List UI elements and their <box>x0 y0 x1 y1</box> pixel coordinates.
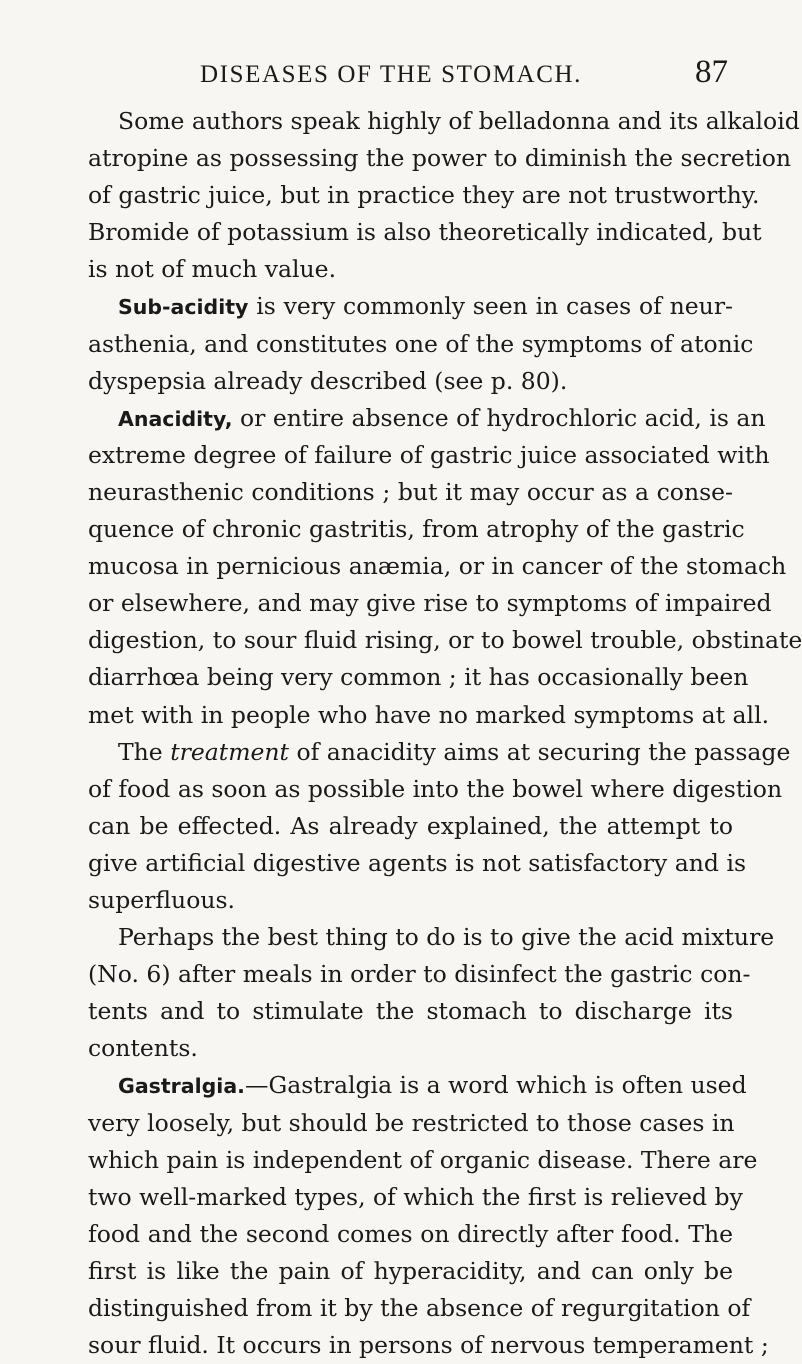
line-text: distinguished from it by the absence of regurgitation of <box>88 1294 751 1322</box>
line-text: of gastric juice, but in practice they are not trustworthy. <box>88 181 760 210</box>
line-text: (No. 6) after meals in order to disinfect the gastric con- <box>88 960 751 989</box>
text-line <box>88 548 787 585</box>
text-line <box>88 288 733 325</box>
text-line <box>88 845 747 882</box>
line-text: asthenia, and constitutes one of the symptoms of atonic <box>88 329 754 358</box>
text-line <box>88 177 760 214</box>
line-text: superfluous. <box>88 885 236 914</box>
text-line <box>88 622 802 659</box>
text-line <box>88 326 754 363</box>
line-text: is very commonly seen in cases of neur- <box>248 292 733 321</box>
text-line <box>88 1327 769 1364</box>
text-line <box>88 1142 758 1179</box>
line-text: atropine as possessing the power to diminish the secretion <box>88 144 792 173</box>
text-line <box>88 437 770 474</box>
text-line <box>88 363 733 400</box>
running-head <box>0 54 800 92</box>
run-in-heading: Anacidity, <box>118 406 233 431</box>
line-text: mucosa in pernicious anæmia, or in cancer of the stomach <box>88 552 787 581</box>
line-text: dyspepsia already described (see p. 80). <box>88 366 568 395</box>
line-text: Bromide of potassium is also theoretically indicated, but <box>88 218 762 247</box>
run-in-heading: Sub-acidity <box>118 295 249 320</box>
line-text: first is like the pain of hyperacidity, and can only be <box>88 1256 733 1285</box>
text-line <box>88 511 745 548</box>
text-line <box>88 1179 743 1216</box>
text-line <box>88 474 733 511</box>
line-text: or elsewhere, and may give rise to symptoms of impaired <box>88 589 772 618</box>
line-text: give artificial digestive agents is not satisfactory and is <box>88 848 747 877</box>
text-line <box>88 956 751 993</box>
line-text: Some authors speak highly of belladonna and its alkaloid <box>118 107 800 135</box>
line-text: —Gastralgia is a word which is often used <box>244 1071 747 1100</box>
line-text: food and the second comes on directly after food. The <box>88 1219 733 1248</box>
text-line <box>88 659 749 696</box>
line-text: or entire absence of hydrochloric acid, is an <box>232 403 766 432</box>
text-line <box>88 734 791 771</box>
text-line <box>88 585 772 622</box>
line-text: diarrhœa being very common ; it has occasionally been <box>88 663 749 692</box>
text-line <box>88 1290 751 1327</box>
text-line <box>88 1067 747 1104</box>
text-line <box>88 993 733 1030</box>
text-line <box>88 771 783 808</box>
text-line <box>88 400 766 437</box>
line-text: extreme degree of failure of gastric juice associated with <box>88 440 770 469</box>
line-text: which pain is independent of organic disease. There are <box>88 1145 758 1174</box>
text-line <box>88 140 792 177</box>
text-line <box>88 251 733 288</box>
running-title: DISEASES OF THE STOMACH. <box>200 61 582 88</box>
text-line <box>88 919 775 956</box>
text-line <box>88 1030 733 1067</box>
italic-term: treatment <box>170 737 289 766</box>
page-number: 87 <box>695 54 728 90</box>
line-text: met with in people who have no marked symptoms at all. <box>88 700 770 729</box>
text-line <box>88 1216 733 1253</box>
text-line <box>88 697 770 734</box>
text-line <box>88 214 762 251</box>
line-text: digestion, to sour fluid rising, or to bowel trouble, obstinate <box>88 626 802 655</box>
line-text: contents. <box>88 1034 198 1063</box>
run-in-heading: Gastralgia. <box>118 1074 245 1099</box>
line-text: neurasthenic conditions ; but it may occur as a conse- <box>88 477 733 506</box>
text-line <box>88 1253 733 1290</box>
body-text <box>88 103 802 1364</box>
text-line <box>88 882 733 919</box>
line-text: quence of chronic gastritis, from atrophy of the gastric <box>88 515 745 544</box>
line-text: sour fluid. It occurs in persons of nervous temperament ; <box>88 1331 769 1360</box>
line-text: of anacidity aims at securing the passage <box>289 737 791 766</box>
line-text: can be effected. As already explained, the attempt to <box>88 811 733 840</box>
line-prefix: The <box>118 737 171 766</box>
line-text: very loosely, but should be restricted to those cases in <box>88 1108 735 1137</box>
line-text: tents and to stimulate the stomach to discharge its <box>88 997 733 1026</box>
line-text: Perhaps the best thing to do is to give the acid mixture <box>118 923 775 952</box>
line-text: is not of much value. <box>88 255 337 284</box>
text-line <box>88 103 800 140</box>
text-line <box>88 808 733 845</box>
line-text: of food as soon as possible into the bowel where digestion <box>88 774 783 803</box>
line-text: two well-marked types, of which the first is relieved by <box>88 1182 743 1211</box>
text-line <box>88 1105 733 1142</box>
